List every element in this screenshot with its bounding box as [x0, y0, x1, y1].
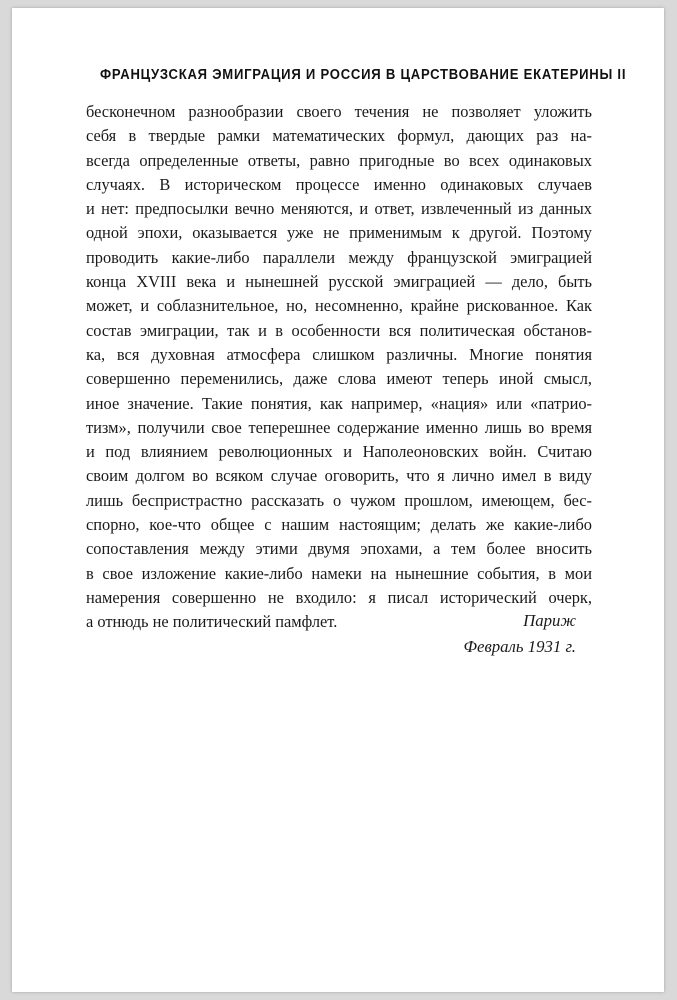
text-line: спорно, кое-что общее с нашим настоящим; делать же какие-либо — [86, 515, 592, 535]
signature — [464, 608, 576, 660]
text-line: одной эпохи, оказывается уже не применимым к другой. Поэтому — [86, 223, 592, 243]
text-line: себя в твердые рамки математических формул, дающих раз на- — [86, 126, 592, 146]
text-line: в свое изложение какие-либо намеки на нынешние события, в мои — [86, 563, 592, 583]
text-line: и нет: предпосылки вечно меняются, и ответ, извлеченный из данных — [86, 199, 592, 219]
text-line: а отнюдь не политический памфлет. — [86, 612, 338, 632]
text-line: совершенно переменились, даже слова имеют теперь иной смысл, — [86, 369, 592, 389]
text-line: намерения совершенно не входило: я писал исторический очерк, — [86, 587, 592, 607]
text-line: конца XVIII века и нынешней русской эмиграцией — дело, быть — [86, 272, 592, 292]
running-head: ФРАНЦУЗСКАЯ ЭМИГРАЦИЯ И РОССИЯ В ЦАРСТВОВАНИЕ ЕКАТЕРИНЫ II — [100, 66, 627, 83]
text-line: проводить какие-либо параллели между французской эмиграцией — [86, 247, 592, 267]
text-line: случаях. В историческом процессе именно одинаковых случаев — [86, 174, 592, 194]
text-line: всегда определенные ответы, равно пригодные во всех одинаковых — [86, 150, 592, 170]
signature-place: Париж — [523, 611, 576, 630]
text-line: иное значение. Такие понятия, как например, «нация» или «патрио- — [86, 393, 592, 413]
text-line: тизм», получили свое теперешнее содержание именно лишь во время — [86, 417, 592, 437]
book-page — [12, 8, 664, 992]
text-line: лишь беспристрастно рассказать о чужом прошлом, имеющем, бес- — [86, 490, 592, 510]
text-line: и под влиянием революционных и Наполеоновских войн. Считаю — [86, 442, 592, 462]
text-line: сопоставления между этими двумя эпохами, а тем более вносить — [86, 539, 592, 559]
text-line: может, и соблазнительное, но, несомненно, крайне рискованное. Как — [86, 296, 592, 316]
text-line: состав эмиграции, так и в особенности вся политическая обстанов- — [86, 320, 592, 340]
body-text — [86, 100, 592, 635]
signature-date: Февраль 1931 г. — [463, 637, 576, 656]
text-line: ка, вся духовная атмосфера слишком различны. Многие понятия — [86, 344, 592, 364]
text-line: своим долгом во всяком случае оговорить, что я лично имел в виду — [86, 466, 592, 486]
text-line: бесконечном разнообразии своего течения не позволяет уложить — [86, 102, 592, 121]
